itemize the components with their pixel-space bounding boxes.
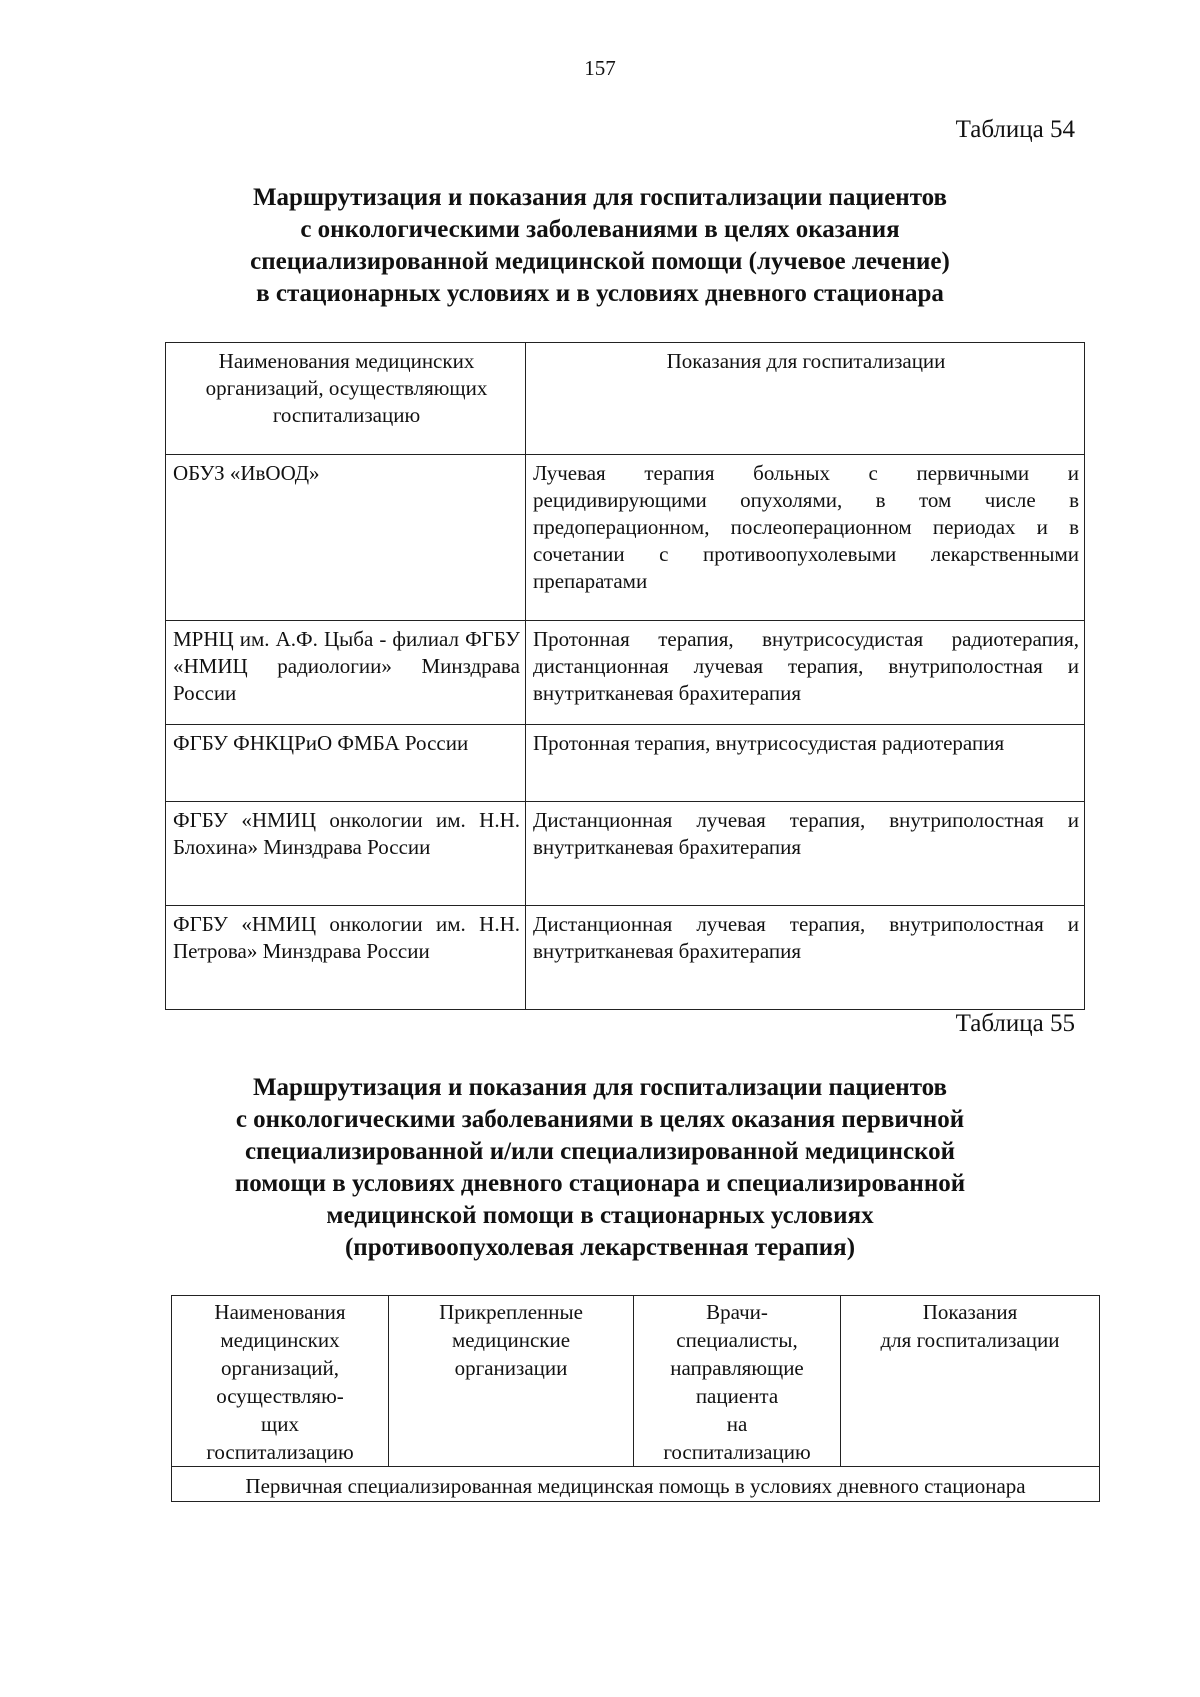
title-line: Маршрутизация и показания для госпитализации пациентов bbox=[252, 184, 948, 211]
title-line: Маршрутизация и показания для госпитализации пациентов bbox=[252, 1074, 948, 1101]
title-line: медицинской помощи в стационарных условиях bbox=[326, 1202, 874, 1229]
indication-cell: Дистанционная лучевая терапия, внутриполостная и внутритканевая брахитерапия bbox=[526, 906, 1085, 1010]
section-row-label: Первичная специализированная медицинская помощь в условиях дневного стационара bbox=[172, 1467, 1100, 1502]
table-54 bbox=[165, 342, 1085, 1010]
title-line: в стационарных условиях и в условиях дневного стационара bbox=[256, 280, 944, 307]
header-cell-attached-organizations: Прикрепленные медицинские организации bbox=[389, 1296, 634, 1467]
title-line: помощи в условиях дневного стационара и специализированной bbox=[234, 1170, 966, 1197]
header-cell-referring-doctors: Врачи- специалисты, направляющие пациента на госпитализацию bbox=[634, 1296, 841, 1467]
org-cell: ФГБУ «НМИЦ онкологии им. Н.Н. Петрова» Минздрава России bbox=[166, 906, 526, 1010]
header-cell-indications: Показания для госпитализации bbox=[841, 1296, 1100, 1467]
title-line: специализированной медицинской помощи (лучевое лечение) bbox=[250, 248, 950, 275]
indication-cell: Лучевая терапия больных с первичными и рецидивирующими опухолями, в том числе в предоперационном, послеоперационном периодах и в сочетании с противоопухолевыми лекарственными препаратами bbox=[526, 455, 1085, 621]
table-header-row bbox=[166, 343, 1085, 455]
page-number: 157 bbox=[584, 56, 616, 80]
header-cell-organizations: Наименования медицинских организаций, осуществляю- щих госпитализацию bbox=[172, 1296, 389, 1467]
table-header-row bbox=[172, 1296, 1100, 1467]
org-cell: ФГБУ ФНКЦРиО ФМБА России bbox=[166, 725, 526, 802]
title-line: специализированной и/или специализированной медицинской bbox=[244, 1138, 956, 1165]
indication-cell: Протонная терапия, внутрисосудистая радиотерапия bbox=[526, 725, 1085, 802]
org-cell: ОБУЗ «ИвООД» bbox=[166, 455, 526, 621]
title-line: с онкологическими заболеваниями в целях оказания первичной bbox=[235, 1106, 965, 1133]
table-row bbox=[166, 802, 1085, 906]
title-line: (противоопухолевая лекарственная терапия) bbox=[344, 1234, 856, 1261]
table-row bbox=[166, 621, 1085, 725]
table-55 bbox=[171, 1295, 1100, 1502]
table-55-caption: Таблица 55 bbox=[955, 1010, 1075, 1037]
table-row bbox=[166, 906, 1085, 1010]
table-54-caption: Таблица 54 bbox=[955, 116, 1075, 143]
header-cell-organizations: Наименования медицинских организаций, осуществляющих госпитализацию bbox=[166, 343, 526, 455]
table-54-title bbox=[0, 182, 1200, 310]
org-cell: ФГБУ «НМИЦ онкологии им. Н.Н. Блохина» Минздрава России bbox=[166, 802, 526, 906]
indication-cell: Дистанционная лучевая терапия, внутриполостная и внутритканевая брахитерапия bbox=[526, 802, 1085, 906]
table-55-title bbox=[0, 1072, 1200, 1264]
header-cell-indications: Показания для госпитализации bbox=[526, 343, 1085, 455]
section-row bbox=[172, 1467, 1100, 1502]
org-cell: МРНЦ им. А.Ф. Цыба - филиал ФГБУ «НМИЦ радиологии» Минздрава России bbox=[166, 621, 526, 725]
table-row bbox=[166, 455, 1085, 621]
table-row bbox=[166, 725, 1085, 802]
title-line: с онкологическими заболеваниями в целях оказания bbox=[300, 216, 900, 243]
indication-cell: Протонная терапия, внутрисосудистая радиотерапия, дистанционная лучевая терапия, внутриполостная и внутритканевая брахитерапия bbox=[526, 621, 1085, 725]
